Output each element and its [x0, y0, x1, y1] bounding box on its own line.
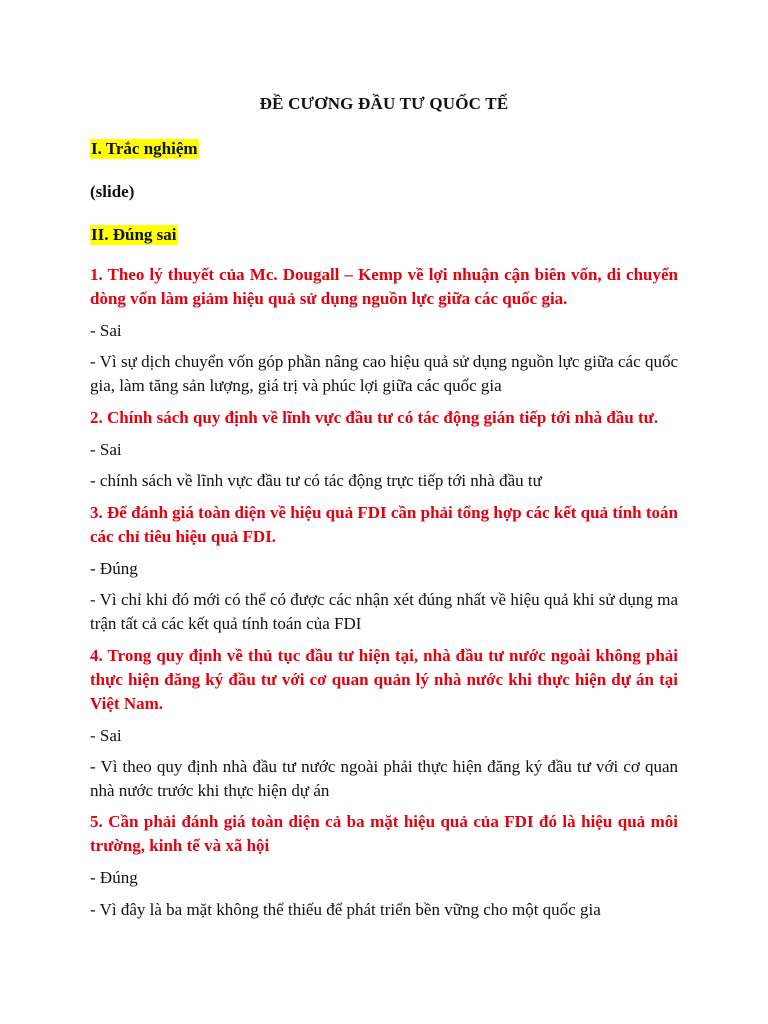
explanation-1: - Vì sự dịch chuyển vốn góp phần nâng cao hiệu quả sử dụng nguồn lực giữa các quốc gia, làm tăng sản lượng, giá trị và phúc lợi giữa các quốc gia: [90, 352, 678, 395]
question-4: 4. Trong quy định về thủ tục đầu tư hiện tại, nhà đầu tư nước ngoài không phải thực hiện đăng ký đầu tư với cơ quan quản lý nhà nước khi thực hiện dự án tại Việt Nam.: [90, 646, 678, 713]
question-5: 5. Cần phải đánh giá toàn diện cả ba mặt hiệu quả của FDI đó là hiệu quả môi trường, kinh tế và xã hội: [90, 812, 678, 855]
verdict-2: - Sai: [90, 440, 122, 459]
verdict-5: - Đúng: [90, 868, 138, 887]
section-heading-multiple-choice: I. Trắc nghiệm: [91, 139, 198, 158]
section-heading-true-false: II. Đúng sai: [91, 225, 177, 244]
slide-note: (slide): [90, 182, 135, 201]
explanation-4: - Vì theo quy định nhà đầu tư nước ngoài phải thực hiện đăng ký đầu tư với cơ quan nhà nước trước khi thực hiện dự án: [90, 757, 678, 800]
verdict-4: - Sai: [90, 726, 122, 745]
document-title: ĐỀ CƯƠNG ĐẦU TƯ QUỐC TẾ: [259, 94, 509, 113]
question-1: 1. Theo lý thuyết của Mc. Dougall – Kemp về lợi nhuận cận biên vốn, di chuyển dòng vốn làm giảm hiệu quả sử dụng nguồn lực giữa các quốc gia.: [90, 265, 678, 308]
explanation-5: - Vì đây là ba mặt không thể thiếu để phát triển bền vững cho một quốc gia: [90, 900, 601, 919]
question-3: 3. Để đánh giá toàn diện về hiệu quả FDI cần phải tổng hợp các kết quả tính toán các chỉ tiêu hiệu quả FDI.: [90, 503, 679, 546]
question-2: 2. Chính sách quy định về lĩnh vực đầu tư có tác động gián tiếp tới nhà đầu tư.: [90, 408, 659, 427]
verdict-3: - Đúng: [90, 559, 138, 578]
verdict-1: - Sai: [90, 321, 122, 340]
explanation-2: - chính sách về lĩnh vực đầu tư có tác động trực tiếp tới nhà đầu tư: [90, 471, 542, 490]
explanation-3: - Vì chỉ khi đó mới có thể có được các nhận xét đúng nhất về hiệu quả khi sử dụng ma trận tất cả các kết quả tính toán của FDI: [90, 590, 678, 633]
